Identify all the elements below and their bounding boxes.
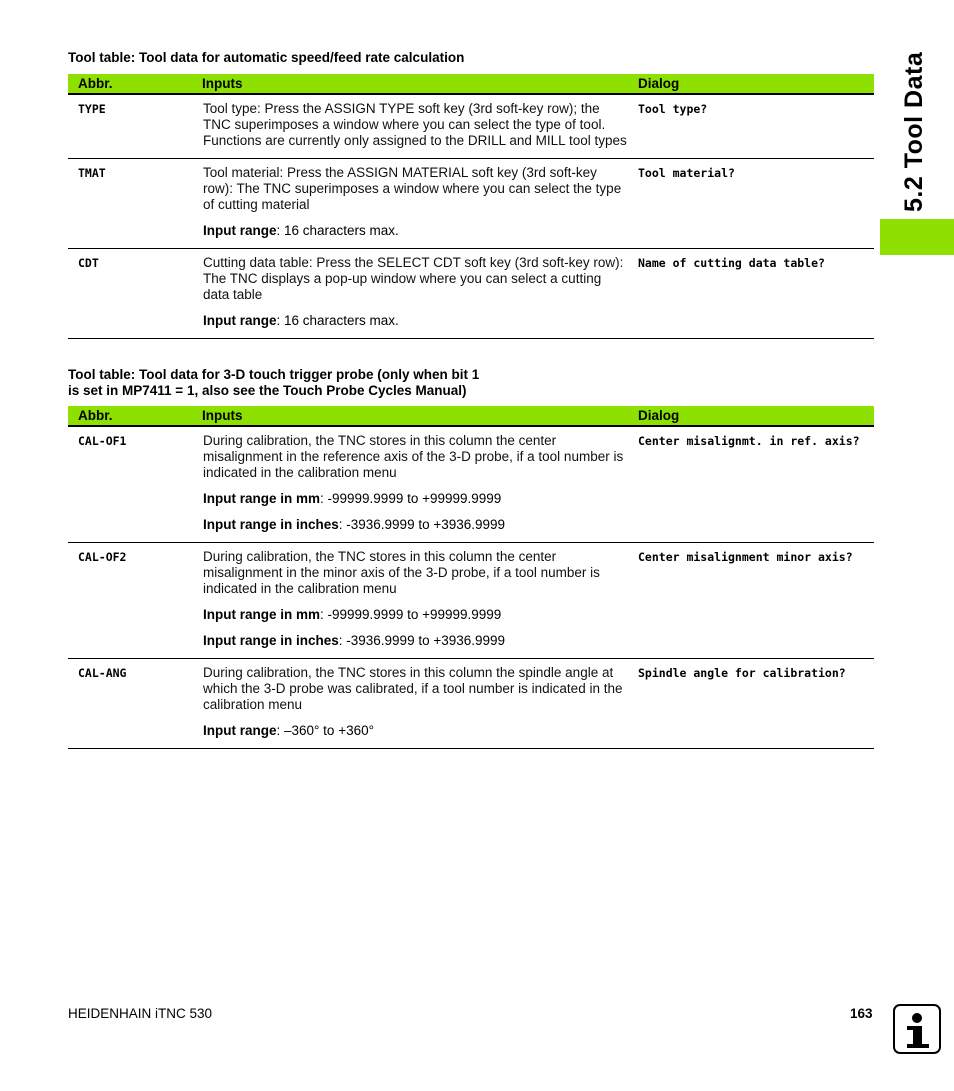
inputs-description: During calibration, the TNC stores in this column the center misalignment in the reference axis of the 3-D probe, if a tool number is indicated in the calibration menu <box>203 433 624 480</box>
dialog-prompt: Tool type? <box>638 102 708 116</box>
section-title-speed-feed: Tool table: Tool data for automatic speed/feed rate calculation <box>68 50 465 65</box>
inputs-description: During calibration, the TNC stores in this column the spindle angle at which the 3-D probe was calibrated, if a tool number is indicated in the calibration menu <box>203 665 623 712</box>
input-range-inches <box>203 633 627 649</box>
abbr-cell: TYPE <box>78 102 106 116</box>
abbr-cell: CAL-OF1 <box>78 434 127 448</box>
dialog-prompt: Tool material? <box>638 166 735 180</box>
table-row <box>68 543 874 659</box>
table-row <box>68 659 874 749</box>
header-inputs: Inputs <box>202 74 628 94</box>
info-icon-serif-bottom <box>907 1044 929 1048</box>
section-title-line1: Tool table: Tool data for 3-D touch trigger probe (only when bit 1 <box>68 367 480 382</box>
input-range-inches <box>203 517 627 533</box>
header-abbr: Abbr. <box>68 74 202 94</box>
table-row <box>68 94 874 159</box>
chapter-side-title <box>870 52 930 217</box>
dialog-prompt: Name of cutting data table? <box>638 256 825 270</box>
abbr-cell: CAL-ANG <box>78 666 127 680</box>
info-icon <box>893 1004 941 1054</box>
input-range-label: Input range in inches <box>203 517 339 532</box>
header-dialog: Dialog <box>628 74 874 94</box>
input-range-value: : 16 characters max. <box>276 313 399 328</box>
input-range-label: Input range <box>203 723 277 738</box>
table-row <box>68 426 874 543</box>
input-range-label: Input range in mm <box>203 491 321 506</box>
input-range-label: Input range <box>203 223 277 238</box>
input-range-label: Input range in mm <box>203 607 321 622</box>
footer-product: HEIDENHAIN iTNC 530 <box>68 1006 213 1021</box>
input-range <box>203 223 627 239</box>
inputs-description: Cutting data table: Press the SELECT CDT soft key (3rd soft-key row): The TNC displays a pop-up window where you can select a cutting data table <box>203 255 624 302</box>
input-range-value: : -3936.9999 to +3936.9999 <box>338 633 506 648</box>
inputs-description: During calibration, the TNC stores in this column the center misalignment in the minor axis of the 3-D probe, if a tool number is indicated in the calibration menu <box>203 549 600 596</box>
table-row <box>68 249 874 339</box>
dialog-prompt: Center misalignmt. in ref. axis? <box>638 434 860 448</box>
page-number: 163 <box>850 1006 873 1021</box>
info-icon-dot <box>912 1013 922 1023</box>
input-range <box>203 313 627 329</box>
input-range-value: : 16 characters max. <box>276 223 399 238</box>
inputs-description: Tool material: Press the ASSIGN MATERIAL soft key (3rd soft-key row): The TNC superimposes a window where you can select the type of cutting material <box>203 165 622 212</box>
abbr-cell: TMAT <box>78 166 106 180</box>
input-range-label: Input range in inches <box>203 633 339 648</box>
input-range-value: : -99999.9999 to +99999.9999 <box>320 607 502 622</box>
tool-data-table-touch-probe <box>68 406 874 749</box>
table-header-row <box>68 406 874 426</box>
chapter-tab-marker <box>880 219 954 255</box>
header-inputs: Inputs <box>202 406 628 426</box>
header-dialog: Dialog <box>628 406 874 426</box>
input-range-value: : -99999.9999 to +99999.9999 <box>320 491 502 506</box>
dialog-prompt: Center misalignment minor axis? <box>638 550 853 564</box>
input-range-mm <box>203 607 627 623</box>
tool-data-table-speed-feed <box>68 74 874 339</box>
section-title-line2: is set in MP7411 = 1, also see the Touch Probe Cycles Manual) <box>68 383 467 398</box>
dialog-prompt: Spindle angle for calibration? <box>638 666 846 680</box>
chapter-title-text: 5.2 Tool Data <box>900 51 928 212</box>
input-range-mm <box>203 491 627 507</box>
input-range-value: : -3936.9999 to +3936.9999 <box>338 517 506 532</box>
table-row <box>68 159 874 249</box>
abbr-cell: CAL-OF2 <box>78 550 127 564</box>
input-range-label: Input range <box>203 313 277 328</box>
header-abbr: Abbr. <box>68 406 202 426</box>
section-title-touch-probe <box>68 367 479 399</box>
abbr-cell: CDT <box>78 256 99 270</box>
table-header-row <box>68 74 874 94</box>
input-range <box>203 723 627 739</box>
input-range-value: : –360° to +360° <box>276 723 374 738</box>
inputs-description: Tool type: Press the ASSIGN TYPE soft key (3rd soft-key row); the TNC superimposes a window where you can select the type of tool. Functions are currently only assigned to the DRILL and MILL tool types <box>203 101 627 148</box>
